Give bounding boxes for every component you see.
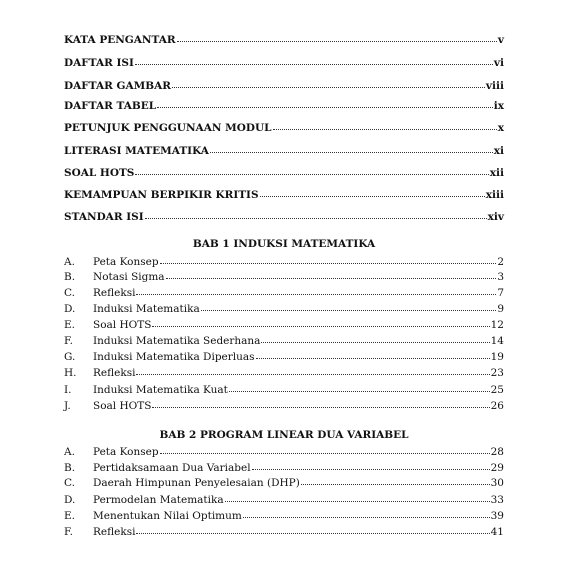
dot-leader xyxy=(201,310,497,311)
toc-entry-page: vi xyxy=(493,57,504,69)
toc-item-page: 19 xyxy=(490,351,504,363)
toc-entry-page: ix xyxy=(493,100,504,112)
toc-sub-entry[interactable] xyxy=(64,384,504,396)
toc-item-letter: B. xyxy=(64,271,76,283)
toc-item-title: Induksi Matematika Sederhana xyxy=(93,335,261,347)
toc-item-letter: A. xyxy=(64,256,75,268)
dot-leader xyxy=(160,453,490,454)
toc-item-page: 33 xyxy=(490,494,504,506)
toc-item-letter: D. xyxy=(64,494,76,506)
toc-item-page: 39 xyxy=(490,510,504,522)
toc-entry-kemampuan-berpikir-kritis[interactable] xyxy=(64,189,504,201)
dot-leader xyxy=(256,358,490,359)
toc-item-letter: F. xyxy=(64,335,73,347)
toc-sub-entry[interactable] xyxy=(64,526,504,538)
dot-leader xyxy=(260,196,485,197)
toc-entry-page: viii xyxy=(485,80,504,92)
dot-leader xyxy=(229,391,490,392)
dot-leader xyxy=(157,107,493,108)
toc-item-title: Peta Konsep xyxy=(93,446,159,458)
toc-entry-title: KEMAMPUAN BERPIKIR KRITIS xyxy=(64,189,259,201)
toc-entry-daftar-tabel[interactable] xyxy=(64,100,504,112)
toc-item-page: 3 xyxy=(497,271,504,283)
toc-sub-entry[interactable] xyxy=(64,367,504,379)
toc-item-letter: J. xyxy=(64,400,71,412)
toc-item-page: 12 xyxy=(490,319,504,331)
toc-item-letter: G. xyxy=(64,351,76,363)
toc-sub-entry[interactable] xyxy=(64,335,504,347)
toc-item-letter: B. xyxy=(64,462,76,474)
toc-sub-entry[interactable] xyxy=(64,510,504,522)
toc-sub-entry[interactable] xyxy=(64,319,504,331)
toc-entry-kata-pengantar[interactable] xyxy=(64,34,504,46)
toc-item-title: Refleksi xyxy=(93,367,136,379)
dot-leader xyxy=(136,533,489,534)
toc-entry-title: DAFTAR TABEL xyxy=(64,100,157,112)
toc-item-letter: E. xyxy=(64,319,76,331)
toc-item-letter: F. xyxy=(64,526,73,538)
toc-sub-entry[interactable] xyxy=(64,446,504,458)
dot-leader xyxy=(261,342,489,343)
toc-entry-soal-hots[interactable] xyxy=(64,167,504,179)
toc-item-title: Peta Konsep xyxy=(93,256,159,268)
dot-leader xyxy=(301,484,490,485)
toc-item-page: 28 xyxy=(490,446,504,458)
dot-leader xyxy=(135,174,488,175)
toc-entry-page: xi xyxy=(493,145,504,157)
toc-entry-standar-isi[interactable] xyxy=(64,211,504,223)
dot-leader xyxy=(252,469,490,470)
toc-sub-entry[interactable] xyxy=(64,303,504,315)
dot-leader xyxy=(166,278,497,279)
toc-entry-title: SOAL HOTS xyxy=(64,167,135,179)
toc-item-title: Daerah Himpunan Penyelesaian (DHP) xyxy=(93,477,300,489)
toc-sub-entry[interactable] xyxy=(64,400,504,412)
toc-sub-entry[interactable] xyxy=(64,256,504,268)
toc-item-page: 30 xyxy=(490,477,504,489)
dot-leader xyxy=(152,407,489,408)
toc-item-title: Refleksi xyxy=(93,526,136,538)
toc-item-title: Induksi Matematika Diperluas xyxy=(93,351,255,363)
toc-item-letter: A. xyxy=(64,446,75,458)
toc-entry-page: xii xyxy=(489,167,504,179)
toc-item-letter: C. xyxy=(64,477,75,489)
toc-item-title: Induksi Matematika Kuat xyxy=(93,384,228,396)
chapter-heading-bab-2: BAB 2 PROGRAM LINEAR DUA VARIABEL xyxy=(159,429,409,441)
dot-leader xyxy=(172,87,485,88)
dot-leader xyxy=(210,152,493,153)
dot-leader xyxy=(152,326,489,327)
toc-entry-page: xiii xyxy=(485,189,504,201)
toc-item-title: Refleksi xyxy=(93,287,136,299)
toc-item-page: 23 xyxy=(490,367,504,379)
toc-item-letter: E. xyxy=(64,510,76,522)
dot-leader xyxy=(135,64,493,65)
dot-leader xyxy=(177,41,497,42)
dot-leader xyxy=(225,501,490,502)
toc-item-title: Menentukan Nilai Optimum xyxy=(93,510,242,522)
toc-entry-daftar-gambar[interactable] xyxy=(64,80,504,92)
toc-entry-page: x xyxy=(497,122,504,134)
toc-sub-entry[interactable] xyxy=(64,477,504,489)
toc-item-page: 9 xyxy=(497,303,504,315)
toc-sub-entry[interactable] xyxy=(64,287,504,299)
toc-entry-title: PETUNJUK PENGGUNAAN MODUL xyxy=(64,122,272,134)
toc-entry-title: LITERASI MATEMATIKA xyxy=(64,145,209,157)
toc-item-letter: D. xyxy=(64,303,76,315)
toc-item-page: 41 xyxy=(490,526,504,538)
toc-item-title: Permodelan Matematika xyxy=(93,494,224,506)
toc-sub-entry[interactable] xyxy=(64,494,504,506)
toc-entry-title: DAFTAR GAMBAR xyxy=(64,80,171,92)
toc-sub-entry[interactable] xyxy=(64,351,504,363)
toc-item-page: 7 xyxy=(497,287,504,299)
dot-leader xyxy=(243,517,490,518)
toc-entry-title: KATA PENGANTAR xyxy=(64,34,176,46)
dot-leader xyxy=(136,294,496,295)
toc-item-letter: I. xyxy=(64,384,72,396)
toc-entry-title: DAFTAR ISI xyxy=(64,57,134,69)
toc-entry-page: v xyxy=(497,34,504,46)
toc-item-title: Induksi Matematika xyxy=(93,303,200,315)
toc-item-letter: C. xyxy=(64,287,75,299)
toc-entry-page: xiv xyxy=(487,211,504,223)
toc-entry-petunjuk-penggunaan-modul[interactable] xyxy=(64,122,504,134)
toc-entry-literasi-matematika[interactable] xyxy=(64,145,504,157)
toc-item-page: 29 xyxy=(490,462,504,474)
toc-item-page: 2 xyxy=(497,256,504,268)
toc-sub-entry[interactable] xyxy=(64,271,504,283)
toc-item-title: Pertidaksamaan Dua Variabel xyxy=(93,462,251,474)
dot-leader xyxy=(273,129,497,130)
toc-item-title: Notasi Sigma xyxy=(93,271,165,283)
toc-item-letter: H. xyxy=(64,367,77,379)
chapter-heading-bab-1: BAB 1 INDUKSI MATEMATIKA xyxy=(192,238,376,250)
dot-leader xyxy=(160,263,497,264)
toc-item-page: 26 xyxy=(490,400,504,412)
dot-leader xyxy=(145,218,487,219)
toc-entry-title: STANDAR ISI xyxy=(64,211,144,223)
dot-leader xyxy=(136,374,489,375)
toc-entry-daftar-isi[interactable] xyxy=(64,57,504,69)
toc-item-page: 25 xyxy=(490,384,504,396)
toc-item-title: Soal HOTS xyxy=(93,400,152,412)
toc-sub-entry[interactable] xyxy=(64,462,504,474)
toc-item-page: 14 xyxy=(490,335,504,347)
toc-item-title: Soal HOTS xyxy=(93,319,152,331)
